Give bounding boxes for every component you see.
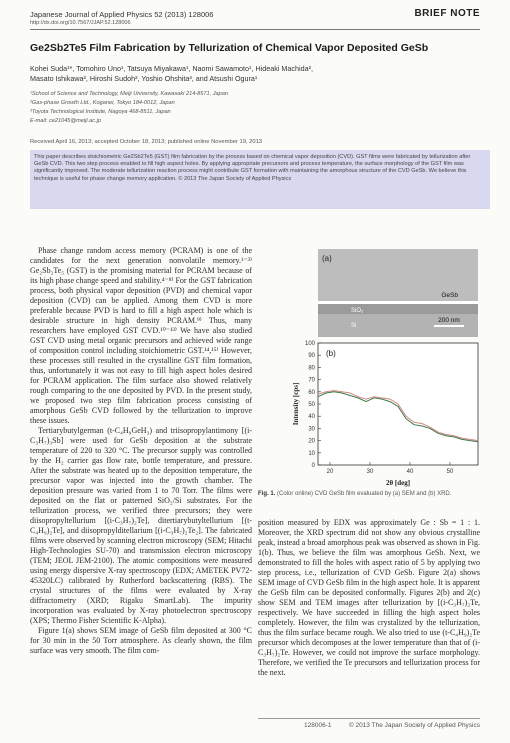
x-tick-label: 40: [406, 469, 414, 475]
sem-sio2-layer: [318, 304, 478, 314]
paragraph-methods: Tertiarybutylgerman (t-C₄H₉GeH₃) and triisopropylantimony [(i-C₃H₇)₃Sb] were used for GeSb deposition at the substrate temperature of 220 to 320 °C. The precursor supply was controlled by the H₂ carrier gas flow rate, bottle temperature, and pressure. After the substrate was heated up to the deposition temperature, the precursor vapor was injected into the growth chamber. The deposition pressure was varied from 1 to 70 Torr. The films were deposited on the flat or patterned SiO₂/Si substrates. For the tellurization process, we verified three precursors; they were diisopropyltellurium [(i-C₃H₇)₂Te], ditertiarybutyltellurium [(t-C₄H₉)₂Te], and diisopropylditellarium [(i-C₃H₇)₂Te₂]. The fabricated films were observed by scanning electron microscopy (SEM; Hitachi High-Technologies SU-70) and transmission electron microscopy (TEM; JEOL JEM-2100). The atomic compositions were measured using energy dispersive X-ray spectroscopy (EDX; AMETEK PV72-45320LC) calibrated by Rutherford backscattering (RBS). The crystal structures of the films were evaluated by X-ray diffractometry (XRD; Rigaku SmartLab). The impurity incorporation was evaluated by X-ray photoelectron spectroscopy (XPS; Thermo Fisher Scientific K-Alpha).: [30, 426, 252, 625]
header-divider: [30, 29, 480, 30]
y-tick-label: 40: [308, 414, 315, 421]
y-tick-label: 70: [308, 377, 315, 384]
authors-line-2: Masato Ishikawa², Hiroshi Sudoh², Yoshio Ohshita³, and Atsushi Ogura¹: [30, 74, 258, 83]
author-list: [30, 64, 490, 84]
sem-interface-line: [318, 301, 478, 304]
abstract-box: [30, 150, 490, 209]
affiliation-3: ³Toyota Technological Institute, Nagoya 468-8511, Japan: [30, 109, 171, 115]
y-tick-label: 10: [308, 450, 315, 457]
affiliations: [30, 90, 490, 126]
sio2-label: SiO₂: [351, 308, 364, 314]
x-tick-label: 20: [326, 469, 334, 475]
affiliation-2: ²Gas-phase Growth Ltd., Koganei, Tokyo 184-0012, Japan: [30, 100, 175, 106]
article-title: Ge2Sb2Te5 Film Fabrication by Tellurization of Chemical Vapor Deposited GeSb: [30, 42, 429, 54]
si-label: Si: [351, 323, 357, 329]
scale-bar: [434, 325, 464, 327]
figure-1-caption: [258, 490, 480, 498]
y-tick-label: 20: [308, 438, 315, 445]
footer-copyright: © 2013 The Japan Society of Applied Physics: [348, 722, 480, 729]
caption-label: Fig. 1.: [258, 491, 276, 497]
y-tick-label: 60: [308, 389, 315, 396]
doi-link[interactable]: http://dx.doi.org/10.7567/JJAP.52.128006: [30, 20, 131, 26]
y-tick-label: 0: [311, 463, 315, 469]
y-tick-label: 100: [304, 341, 315, 347]
affiliation-1: ¹School of Science and Technology, Meiji University, Kawasaki 214-8571, Japan: [30, 91, 228, 97]
received-dates: Received April 16, 2013; accepted October 18, 2013; published online November 19, 2013: [30, 139, 263, 145]
paragraph-continued: position measured by EDX was approximately Ge : Sb = 1 : 1. Moreover, the XRD spectrum did not show any obvious crystalline peak, instead a broad amorphous peak was observed as shown in Fig. 1(b). Thus, we believe the film was amorphous GeSb. Next, we demonstrated to fill the holes with aspect ratio of 5 by applying two step process, i.e., tellurization of CVD GeSb. Figure 2(a) shows SEM image of CVD GeSb film in the high aspect hole. It is apparent the GeSb film can be deposited conformally. Figures 2(b) and 2(c) show SEM and TEM images after tellurization by [(i-C₃H₇)₂Te, respectively. We have succeeded in filling the high aspect holes completely. However, the film was crystalized by the tellurization, thus the film surface became rough. We also tried to use (t-C₄H₉)₂Te precursor which decomposes at the lower temperature than that of (i-C₃H₇)₂Te. However, we could not improve the surface morphology. Therefore, we verified the Te precursors and tellurization process for the next.: [258, 518, 480, 677]
figure-1: [258, 243, 486, 488]
x-tick-label: 50: [446, 469, 454, 475]
section-label: BRIEF NOTE: [414, 8, 480, 19]
x-axis-label: 2θ [deg]: [385, 479, 411, 487]
abstract-text: This paper describes stoichiometric Ge2Sb2Te5 (GST) film fabrication by the process based on chemical vapor deposition (CVD). GST films were fabricated by tellurization after GeSb CVD. This two step process enabled to fill high aspect holes. By applying appropriate precursors and process temperature, the surface morphology of the GST film was significantly improved. The moderate tellurization reaction process might contribute GST formation with maintaining the amorphous structure of the CVD GeSb. We believe this technique is useful for phase change memory application. © 2013 The Japan Society of Applied Physics: [34, 154, 471, 182]
caption-text: (Color online) CVD GeSb film evaluated by (a) SEM and (b) XRD.: [277, 491, 452, 497]
y-tick-label: 30: [308, 426, 315, 433]
page-number: 128006-1: [304, 722, 332, 729]
y-tick-label: 90: [308, 353, 315, 360]
figure-1-svg: [258, 243, 486, 488]
authors-line-1: Kohei Suda¹*, Tomohiro Uno¹, Tatsuya Miyakawa¹, Naomi Sawamoto¹, Hideaki Machida²,: [30, 64, 313, 73]
scale-bar-label: 200 nm: [438, 317, 460, 324]
y-axis-label: Intensity [cps]: [292, 382, 300, 426]
journal-header: Japanese Journal of Applied Physics 52 (2013) 128006: [30, 10, 214, 19]
paragraph-intro: Phase change random access memory (PCRAM) is one of the candidates for the next generation nonvolatile memory.¹⁻³⁾ Ge₂Sb₂Te₅ (GST) is the promising material for PCRAM because of its high phase change speed and stability.⁴⁻⁸⁾ For the GST fabrication process, both physical vapor deposition (PVD) and chemical vapor deposition (CVD) can be applied. Among them CVD is more preferable because PVD is hard to fill a high aspect hole which is desirable structure in high density PCRAM.⁹⁾ Thus, many researchers have employed GST CVD.¹⁰⁻¹³⁾ We have also studied GST CVD using metal organic precursors and achieved wide range of composition control including stoichiometric GST.¹⁴,¹⁵⁾ However, these processes still resulted in the crystalline GST film formation, thus, unfortunately it was not easy to fill high aspect holes desired for PCRAM application. The film surface also showed relatively rough comparing to the one deposited by PVD. In the present study, we proposed two step film fabrication process consisting of amorphous GeSb CVD followed by the tellurization to improve these issues.: [30, 246, 252, 425]
contact-email[interactable]: E-mail: ce21045@meiji.ac.jp: [30, 118, 101, 124]
panel-b-label: (b): [326, 349, 336, 358]
y-tick-label: 50: [308, 402, 315, 408]
body-column-right: [258, 518, 480, 678]
panel-a-label: (a): [322, 254, 332, 263]
y-tick-label: 80: [308, 365, 315, 372]
body-column-left: [30, 246, 252, 656]
paragraph-results: Figure 1(a) shows SEM image of GeSb film deposited at 300 °C for 30 min in the 50 Torr atmosphere. As clearly shown, the film surface was very smooth. The film com-: [30, 626, 252, 655]
footer-divider: [258, 718, 480, 719]
gesb-label: GeSb: [441, 292, 458, 299]
x-tick-label: 30: [366, 469, 374, 475]
xrd-plot: [305, 341, 478, 475]
